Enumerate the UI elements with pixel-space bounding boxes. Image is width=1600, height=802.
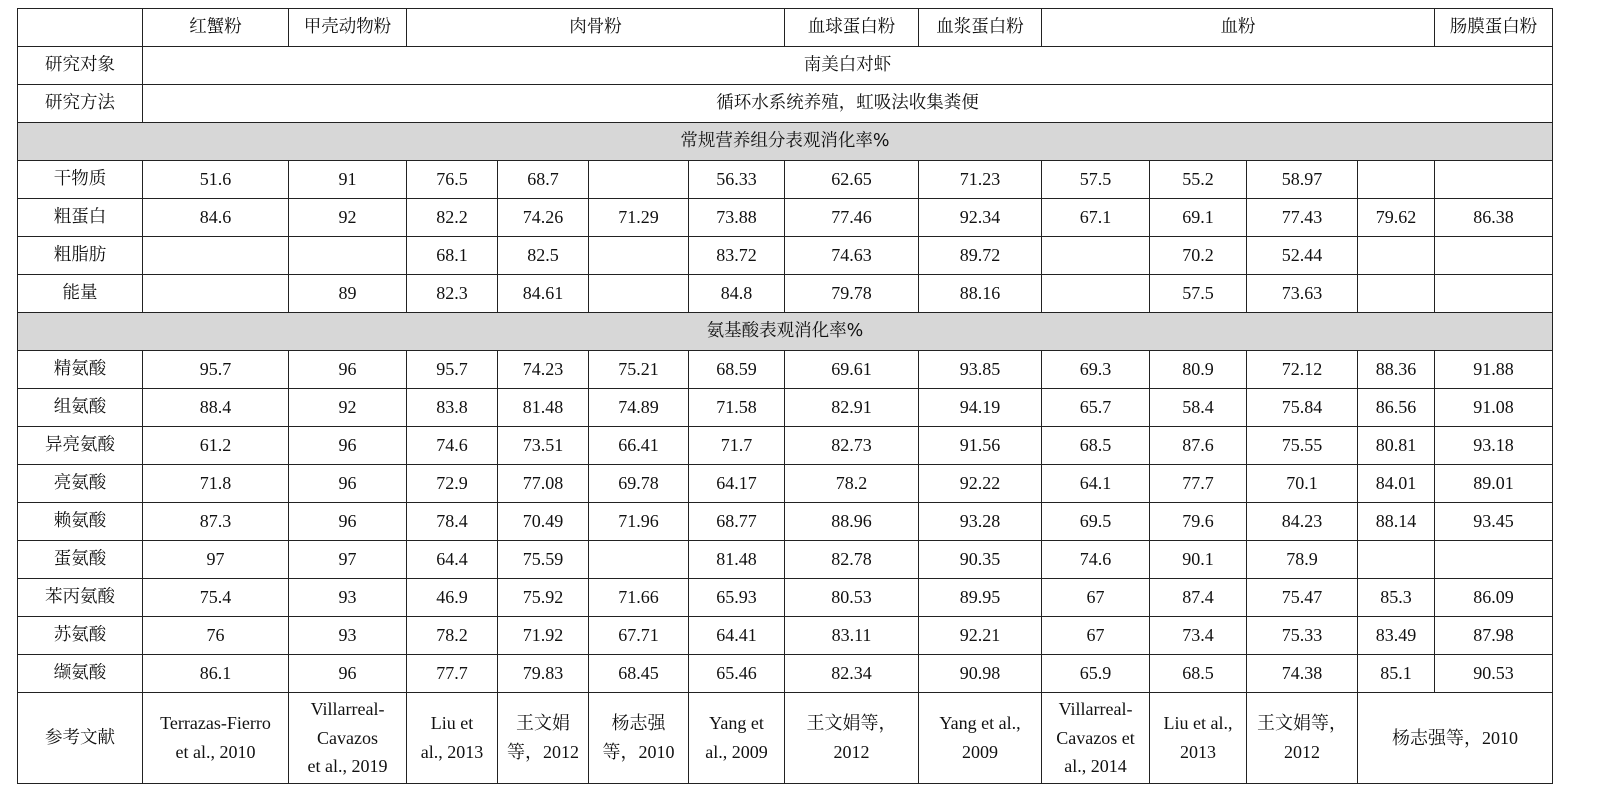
- value-cell: 75.4: [143, 579, 289, 617]
- value-cell: 71.23: [919, 161, 1042, 199]
- value-cell: 75.55: [1247, 427, 1358, 465]
- value-cell: 70.1: [1247, 465, 1358, 503]
- value-cell: 82.73: [785, 427, 919, 465]
- value-cell: 97: [289, 541, 407, 579]
- value-cell: 97: [143, 541, 289, 579]
- value-cell: 79.6: [1150, 503, 1247, 541]
- value-cell: 77.7: [407, 655, 498, 693]
- value-cell: 82.91: [785, 389, 919, 427]
- header-group-cell: 血浆蛋白粉: [919, 9, 1042, 47]
- value-cell: 96: [289, 655, 407, 693]
- value-cell: 88.16: [919, 275, 1042, 313]
- reference-line: Villarreal-: [310, 698, 385, 719]
- value-cell: [289, 237, 407, 275]
- value-cell: 84.01: [1358, 465, 1435, 503]
- value-cell: 96: [289, 465, 407, 503]
- value-cell: 88.36: [1358, 351, 1435, 389]
- value-cell: 72.9: [407, 465, 498, 503]
- value-cell: 84.23: [1247, 503, 1358, 541]
- header-group-cell: 血球蛋白粉: [785, 9, 919, 47]
- value-cell: 65.93: [689, 579, 785, 617]
- value-cell: 95.7: [407, 351, 498, 389]
- value-cell: 55.2: [1150, 161, 1247, 199]
- table-row: [18, 427, 1553, 465]
- row-label: 赖氨酸: [18, 503, 143, 541]
- reference-line: 等，2012: [507, 742, 579, 762]
- value-cell: [1042, 237, 1150, 275]
- value-cell: 91.08: [1435, 389, 1553, 427]
- value-cell: 85.3: [1358, 579, 1435, 617]
- value-cell: 76: [143, 617, 289, 655]
- table-row: [18, 351, 1553, 389]
- value-cell: 67: [1042, 617, 1150, 655]
- value-cell: 73.51: [498, 427, 589, 465]
- value-cell: 78.9: [1247, 541, 1358, 579]
- value-cell: [1358, 275, 1435, 313]
- value-cell: 67.71: [589, 617, 689, 655]
- reference-line: et al., 2019: [307, 756, 388, 777]
- value-cell: 77.08: [498, 465, 589, 503]
- reference-cell: [1150, 693, 1247, 784]
- value-cell: 71.96: [589, 503, 689, 541]
- value-cell: 93.45: [1435, 503, 1553, 541]
- value-cell: 82.34: [785, 655, 919, 693]
- value-cell: 64.17: [689, 465, 785, 503]
- table-row: [18, 579, 1553, 617]
- value-cell: 62.65: [785, 161, 919, 199]
- value-cell: 67.1: [1042, 199, 1150, 237]
- row-label: 组氨酸: [18, 389, 143, 427]
- value-cell: 90.98: [919, 655, 1042, 693]
- value-cell: 96: [289, 503, 407, 541]
- value-cell: 89.72: [919, 237, 1042, 275]
- row-label: 精氨酸: [18, 351, 143, 389]
- value-cell: 74.6: [1042, 541, 1150, 579]
- value-cell: 71.92: [498, 617, 589, 655]
- value-cell: 68.59: [689, 351, 785, 389]
- references-row: [18, 693, 1553, 784]
- value-cell: 68.5: [1042, 427, 1150, 465]
- table-row: [18, 161, 1553, 199]
- value-cell: 93.85: [919, 351, 1042, 389]
- value-cell: 82.3: [407, 275, 498, 313]
- reference-cell: [919, 693, 1042, 784]
- value-cell: 91: [289, 161, 407, 199]
- value-cell: 93: [289, 617, 407, 655]
- reference-line: 2009: [962, 742, 998, 762]
- value-cell: 57.5: [1150, 275, 1247, 313]
- value-cell: 78.2: [407, 617, 498, 655]
- value-cell: [589, 237, 689, 275]
- value-cell: 70.2: [1150, 237, 1247, 275]
- value-cell: 93.28: [919, 503, 1042, 541]
- reference-line: 杨志强: [611, 713, 666, 734]
- value-cell: 75.33: [1247, 617, 1358, 655]
- reference-line: Terrazas-Fierro: [160, 713, 271, 734]
- header-row: [18, 9, 1553, 47]
- table-row: [18, 389, 1553, 427]
- value-cell: 89.01: [1435, 465, 1553, 503]
- reference-line: 等，2010: [602, 742, 675, 762]
- value-cell: 86.56: [1358, 389, 1435, 427]
- value-cell: 83.8: [407, 389, 498, 427]
- value-cell: 74.63: [785, 237, 919, 275]
- value-cell: 56.33: [689, 161, 785, 199]
- reference-line: Yang et: [709, 713, 764, 734]
- value-cell: 92.34: [919, 199, 1042, 237]
- reference-line: 王文娟等，: [1257, 713, 1347, 734]
- value-cell: 71.8: [143, 465, 289, 503]
- value-cell: 90.35: [919, 541, 1042, 579]
- reference-cell: [143, 693, 289, 784]
- reference-line: al., 2013: [420, 742, 484, 762]
- value-cell: 79.78: [785, 275, 919, 313]
- value-cell: 68.5: [1150, 655, 1247, 693]
- value-cell: 92.22: [919, 465, 1042, 503]
- value-cell: [1435, 161, 1553, 199]
- value-cell: [589, 275, 689, 313]
- value-cell: 78.2: [785, 465, 919, 503]
- reference-cell: [289, 693, 407, 784]
- value-cell: 75.47: [1247, 579, 1358, 617]
- value-cell: 92.21: [919, 617, 1042, 655]
- row-label: 干物质: [18, 161, 143, 199]
- value-cell: 68.45: [589, 655, 689, 693]
- value-cell: 88.96: [785, 503, 919, 541]
- reference-cell: [1247, 693, 1358, 784]
- row-label: 粗蛋白: [18, 199, 143, 237]
- value-cell: 57.5: [1042, 161, 1150, 199]
- reference-cell: [1042, 693, 1150, 784]
- table-row: [18, 655, 1553, 693]
- table-row: [18, 503, 1553, 541]
- value-cell: 69.1: [1150, 199, 1247, 237]
- value-cell: 96: [289, 427, 407, 465]
- value-cell: 65.9: [1042, 655, 1150, 693]
- value-cell: 69.3: [1042, 351, 1150, 389]
- value-cell: [1358, 161, 1435, 199]
- value-cell: 79.83: [498, 655, 589, 693]
- value-cell: 67: [1042, 579, 1150, 617]
- value-cell: [143, 237, 289, 275]
- value-cell: 65.46: [689, 655, 785, 693]
- value-cell: 72.12: [1247, 351, 1358, 389]
- row-label: 异亮氨酸: [18, 427, 143, 465]
- value-cell: 82.78: [785, 541, 919, 579]
- header-group-cell: 血粉: [1042, 9, 1435, 47]
- value-cell: 85.1: [1358, 655, 1435, 693]
- value-cell: 77.7: [1150, 465, 1247, 503]
- row-label: 研究对象: [18, 47, 143, 85]
- value-cell: 68.77: [689, 503, 785, 541]
- value-cell: 81.48: [689, 541, 785, 579]
- value-cell: 70.49: [498, 503, 589, 541]
- value-cell: 71.58: [689, 389, 785, 427]
- value-cell: 92: [289, 199, 407, 237]
- value-cell: 91.56: [919, 427, 1042, 465]
- value-cell: 80.9: [1150, 351, 1247, 389]
- value-cell: 76.5: [407, 161, 498, 199]
- value-cell: 58.4: [1150, 389, 1247, 427]
- value-cell: 80.53: [785, 579, 919, 617]
- row-label: 蛋氨酸: [18, 541, 143, 579]
- reference-cell: [785, 693, 919, 784]
- reference-cell: [1358, 693, 1553, 784]
- value-cell: 64.41: [689, 617, 785, 655]
- value-cell: 83.49: [1358, 617, 1435, 655]
- row-label: 苯丙氨酸: [18, 579, 143, 617]
- subject-value: 南美白对虾: [143, 47, 1553, 85]
- value-cell: 93: [289, 579, 407, 617]
- reference-line: 杨志强等，2010: [1392, 727, 1518, 748]
- row-label: 苏氨酸: [18, 617, 143, 655]
- value-cell: 86.38: [1435, 199, 1553, 237]
- section-title: 常规营养组分表观消化率%: [18, 123, 1553, 161]
- value-cell: [143, 275, 289, 313]
- value-cell: 51.6: [143, 161, 289, 199]
- reference-line: 王文娟: [516, 713, 570, 734]
- value-cell: 90.1: [1150, 541, 1247, 579]
- section-header-row: [18, 313, 1553, 351]
- reference-line: 2013: [1180, 742, 1216, 762]
- value-cell: 86.1: [143, 655, 289, 693]
- value-cell: 82.5: [498, 237, 589, 275]
- reference-line: Villarreal-: [1058, 698, 1133, 719]
- value-cell: 96: [289, 351, 407, 389]
- value-cell: 58.97: [1247, 161, 1358, 199]
- value-cell: [589, 161, 689, 199]
- value-cell: 61.2: [143, 427, 289, 465]
- reference-line: al., 2014: [1064, 756, 1127, 777]
- value-cell: 65.7: [1042, 389, 1150, 427]
- value-cell: 46.9: [407, 579, 498, 617]
- reference-line: Liu et: [430, 713, 474, 734]
- value-cell: 87.98: [1435, 617, 1553, 655]
- table-row: [18, 199, 1553, 237]
- value-cell: 87.6: [1150, 427, 1247, 465]
- value-cell: [1358, 541, 1435, 579]
- value-cell: 68.7: [498, 161, 589, 199]
- value-cell: 87.4: [1150, 579, 1247, 617]
- value-cell: 89: [289, 275, 407, 313]
- row-label: 能量: [18, 275, 143, 313]
- value-cell: 75.59: [498, 541, 589, 579]
- method-row: [18, 85, 1553, 123]
- method-value: 循环水系统养殖，虹吸法收集粪便: [143, 85, 1553, 123]
- value-cell: 83.11: [785, 617, 919, 655]
- value-cell: 74.6: [407, 427, 498, 465]
- value-cell: 77.46: [785, 199, 919, 237]
- value-cell: 84.6: [143, 199, 289, 237]
- header-group-cell: 肠膜蛋白粉: [1435, 9, 1553, 47]
- value-cell: 64.1: [1042, 465, 1150, 503]
- header-group-cell: 甲壳动物粉: [289, 9, 407, 47]
- value-cell: 71.29: [589, 199, 689, 237]
- table-row: [18, 617, 1553, 655]
- table-row: [18, 237, 1553, 275]
- value-cell: [1435, 237, 1553, 275]
- reference-line: al., 2009: [705, 742, 768, 762]
- row-label: 参考文献: [18, 693, 143, 784]
- reference-line: Cavazos et: [1056, 727, 1135, 748]
- section-header-row: [18, 123, 1553, 161]
- value-cell: 52.44: [1247, 237, 1358, 275]
- value-cell: 91.88: [1435, 351, 1553, 389]
- value-cell: 66.41: [589, 427, 689, 465]
- value-cell: 87.3: [143, 503, 289, 541]
- value-cell: 82.2: [407, 199, 498, 237]
- value-cell: 75.92: [498, 579, 589, 617]
- value-cell: 88.14: [1358, 503, 1435, 541]
- subject-row: [18, 47, 1553, 85]
- row-label: 粗脂肪: [18, 237, 143, 275]
- table-row: [18, 465, 1553, 503]
- value-cell: 73.88: [689, 199, 785, 237]
- value-cell: 84.8: [689, 275, 785, 313]
- value-cell: 88.4: [143, 389, 289, 427]
- section-title: 氨基酸表观消化率%: [18, 313, 1553, 351]
- row-label: 缬氨酸: [18, 655, 143, 693]
- reference-cell: [498, 693, 589, 784]
- value-cell: 93.18: [1435, 427, 1553, 465]
- value-cell: [1435, 541, 1553, 579]
- header-group-cell: 肉骨粉: [407, 9, 785, 47]
- value-cell: 64.4: [407, 541, 498, 579]
- value-cell: 77.43: [1247, 199, 1358, 237]
- value-cell: 74.38: [1247, 655, 1358, 693]
- value-cell: 74.23: [498, 351, 589, 389]
- reference-line: et al., 2010: [175, 742, 256, 762]
- value-cell: 75.21: [589, 351, 689, 389]
- reference-line: Cavazos: [317, 727, 378, 748]
- header-group-cell: 红蟹粉: [143, 9, 289, 47]
- reference-line: 王文娟等，: [806, 713, 897, 734]
- value-cell: 90.53: [1435, 655, 1553, 693]
- value-cell: 71.66: [589, 579, 689, 617]
- reference-cell: [689, 693, 785, 784]
- table-row: [18, 541, 1553, 579]
- value-cell: 92: [289, 389, 407, 427]
- row-label: 研究方法: [18, 85, 143, 123]
- value-cell: [1358, 237, 1435, 275]
- value-cell: 73.4: [1150, 617, 1247, 655]
- value-cell: 69.61: [785, 351, 919, 389]
- value-cell: 89.95: [919, 579, 1042, 617]
- value-cell: 75.84: [1247, 389, 1358, 427]
- value-cell: 74.89: [589, 389, 689, 427]
- value-cell: 69.5: [1042, 503, 1150, 541]
- value-cell: 74.26: [498, 199, 589, 237]
- value-cell: 73.63: [1247, 275, 1358, 313]
- digestibility-table: [17, 8, 1553, 784]
- value-cell: 81.48: [498, 389, 589, 427]
- value-cell: 78.4: [407, 503, 498, 541]
- value-cell: 80.81: [1358, 427, 1435, 465]
- value-cell: 95.7: [143, 351, 289, 389]
- value-cell: 83.72: [689, 237, 785, 275]
- value-cell: 94.19: [919, 389, 1042, 427]
- value-cell: [1435, 275, 1553, 313]
- value-cell: 84.61: [498, 275, 589, 313]
- value-cell: [1042, 275, 1150, 313]
- reference-cell: [589, 693, 689, 784]
- value-cell: 79.62: [1358, 199, 1435, 237]
- value-cell: 68.1: [407, 237, 498, 275]
- row-label: 亮氨酸: [18, 465, 143, 503]
- reference-cell: [407, 693, 498, 784]
- value-cell: 86.09: [1435, 579, 1553, 617]
- header-corner-cell: [18, 9, 143, 47]
- value-cell: 71.7: [689, 427, 785, 465]
- reference-line: Yang et al.,: [939, 713, 1021, 734]
- reference-line: 2012: [833, 742, 870, 762]
- value-cell: [589, 541, 689, 579]
- reference-line: Liu et al.,: [1163, 713, 1233, 734]
- value-cell: 69.78: [589, 465, 689, 503]
- table-row: [18, 275, 1553, 313]
- reference-line: 2012: [1284, 742, 1320, 762]
